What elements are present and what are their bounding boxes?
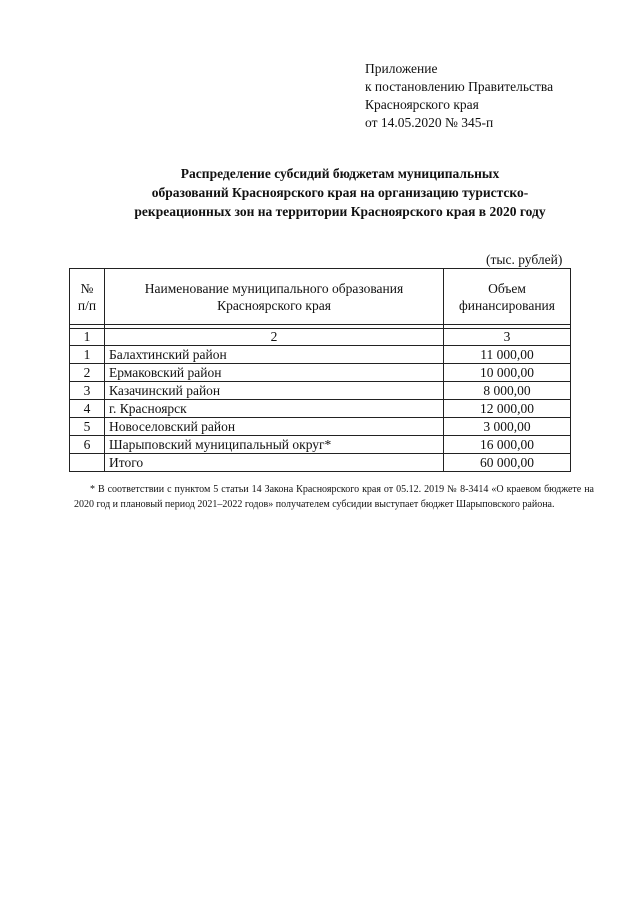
column-number: 3 xyxy=(444,329,571,346)
row-number: 6 xyxy=(70,436,105,454)
table-row xyxy=(70,418,571,436)
funding-amount: 11 000,00 xyxy=(444,346,571,364)
document-title xyxy=(60,164,620,221)
header-amount: Объем финансирования xyxy=(444,269,571,325)
municipality-name: Новоселовский район xyxy=(105,418,444,436)
municipality-name: Шарыповский муниципальный округ* xyxy=(105,436,444,454)
row-number: 5 xyxy=(70,418,105,436)
funding-amount: 16 000,00 xyxy=(444,436,571,454)
row-number: 4 xyxy=(70,400,105,418)
funding-amount: 3 000,00 xyxy=(444,418,571,436)
total-number-cell xyxy=(70,454,105,472)
annex-decree-line: к постановлению Правительства xyxy=(365,79,554,94)
annex-date-number: от 14.05.2020 № 345-п xyxy=(365,115,494,130)
municipality-name: г. Красноярск xyxy=(105,400,444,418)
funding-amount: 12 000,00 xyxy=(444,400,571,418)
column-number: 1 xyxy=(70,329,105,346)
footnote xyxy=(74,482,594,512)
row-number: 1 xyxy=(70,346,105,364)
municipality-name: Балахтинский район xyxy=(105,346,444,364)
title-line-2: образований Красноярского края на организацию туристско- xyxy=(151,185,529,200)
annex-header xyxy=(365,60,553,132)
column-number: 2 xyxy=(105,329,444,346)
row-number: 2 xyxy=(70,364,105,382)
column-number-row xyxy=(70,329,571,346)
header-municipality: Наименование муниципального образования Красноярского края xyxy=(105,269,444,325)
annex-title: Приложение xyxy=(365,61,438,76)
total-amount: 60 000,00 xyxy=(444,454,571,472)
subsidy-table xyxy=(69,268,571,472)
footnote-text: * В соответствии с пунктом 5 статьи 14 Закона Красноярского края от 05.12. 2019 № 8-3414 «О краевом бюджете на 2020 год и плановый период 2021–2022 годов» получателем субсидии выступает бюджет Шарыповского района. xyxy=(74,484,594,510)
title-line-3: рекреационных зон на территории Красноярского края в 2020 году xyxy=(134,204,546,219)
table-row xyxy=(70,346,571,364)
municipality-name: Ермаковский район xyxy=(105,364,444,382)
units-label: (тыс. рублей) xyxy=(486,252,563,267)
header-number: № п/п xyxy=(70,269,105,325)
municipality-name: Казачинский район xyxy=(105,382,444,400)
table-row xyxy=(70,364,571,382)
annex-region-line: Красноярского края xyxy=(365,97,479,112)
title-line-1: Распределение субсидий бюджетам муниципальных xyxy=(180,166,500,181)
total-label: Итого xyxy=(105,454,444,472)
table-row xyxy=(70,382,571,400)
funding-amount: 8 000,00 xyxy=(444,382,571,400)
table-header-row xyxy=(70,269,571,325)
row-number: 3 xyxy=(70,382,105,400)
table-row xyxy=(70,436,571,454)
total-row xyxy=(70,454,571,472)
table-row xyxy=(70,400,571,418)
funding-amount: 10 000,00 xyxy=(444,364,571,382)
